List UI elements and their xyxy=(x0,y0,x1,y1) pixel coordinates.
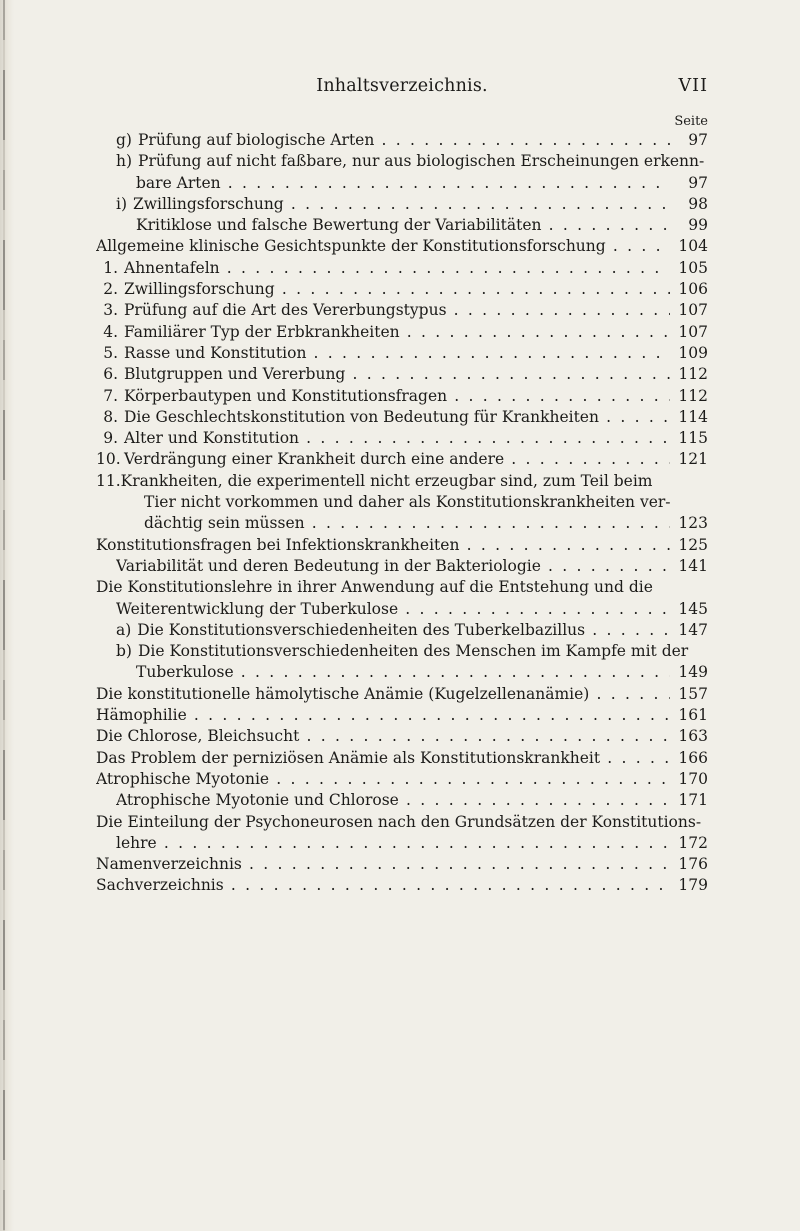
toc-entry-marker: 11. xyxy=(96,471,121,490)
toc-entry-title: Weiterentwicklung der Tuberkulose xyxy=(116,599,399,618)
toc-entry-line-last xyxy=(96,854,708,875)
toc-entry-title: Prüfung auf biologische Arten xyxy=(137,131,375,149)
toc-entry-line-last xyxy=(96,449,708,470)
toc-entry[interactable] xyxy=(96,215,708,236)
toc-entry-page: 107 xyxy=(678,322,708,341)
toc-entry-title: Tier nicht vorkommen und daher als Konstitutionskrankheiten ver- xyxy=(144,493,671,512)
toc-entry-line-last xyxy=(96,513,708,534)
toc-entry-title: Atrophische Myotonie xyxy=(96,769,270,788)
running-header xyxy=(96,76,708,102)
toc-entry-marker: 3. xyxy=(103,301,118,320)
toc-entry-line-last xyxy=(96,684,708,705)
toc-entry-title: Atrophische Myotonie und Chlorose xyxy=(116,791,399,810)
toc-entry-line-last xyxy=(96,300,708,321)
toc-entry-line-last xyxy=(96,173,708,194)
toc-entry-page: 114 xyxy=(678,407,708,426)
toc-entry[interactable] xyxy=(96,151,708,194)
toc-entry-page: 149 xyxy=(678,663,708,682)
toc-entry-page: 172 xyxy=(678,833,708,852)
toc-entry[interactable] xyxy=(96,343,708,364)
toc-entry[interactable] xyxy=(96,364,708,385)
toc-entry-page: 112 xyxy=(678,386,708,405)
toc-entry-title: Verdrängung einer Krankheit durch eine andere xyxy=(124,450,505,469)
toc-entry-line-last xyxy=(96,790,708,811)
toc-entry[interactable] xyxy=(96,875,708,896)
toc-entry-title: Zwillingsforschung xyxy=(133,194,284,213)
toc-entry-title: Zwillingsforschung xyxy=(124,280,275,299)
page-column-label: Seite xyxy=(674,114,708,129)
toc-entry-page: 147 xyxy=(678,620,708,639)
toc-entry-line-last xyxy=(96,833,708,854)
toc-entry[interactable] xyxy=(96,641,708,684)
toc-entry-page: 171 xyxy=(678,791,708,810)
toc-entry-line-last xyxy=(96,215,708,236)
toc-entry[interactable] xyxy=(96,705,708,726)
toc-entry-line-last xyxy=(96,279,708,300)
toc-entry-title: Rasse und Konstitution xyxy=(124,343,307,362)
toc-entry-line-last xyxy=(96,662,708,683)
toc-entry-title: Familiärer Typ der Erbkrankheiten xyxy=(124,322,400,341)
toc-entry-title: Tuberkulose xyxy=(136,663,234,682)
toc-entry[interactable] xyxy=(96,449,708,470)
toc-entry[interactable] xyxy=(96,194,708,215)
toc-entry-title: Blutgruppen und Vererbung xyxy=(124,365,346,384)
toc-entry[interactable] xyxy=(96,236,708,257)
toc-entry-title: Konstitutionsfragen bei Infektionskrankheiten xyxy=(96,535,460,554)
toc-entry-title: Körperbautypen und Konstitutionsfragen xyxy=(124,386,448,405)
toc-entry-page: 145 xyxy=(678,599,708,618)
toc-entry-line xyxy=(96,151,708,172)
toc-entry-page: 123 xyxy=(678,514,708,533)
toc-entry-marker: g) xyxy=(116,131,132,149)
toc-entry-title: Hämophilie xyxy=(96,706,187,725)
toc-entry-page: 106 xyxy=(678,280,708,299)
toc-entry-line-last xyxy=(96,343,708,364)
toc-entry[interactable] xyxy=(96,130,708,151)
toc-entry-title: Die Einteilung der Psychoneurosen nach den Grundsätzen der Konstitutions- xyxy=(96,812,702,831)
toc-entry-line xyxy=(96,812,708,833)
toc-entry-marker: a) xyxy=(116,620,132,639)
toc-entry[interactable] xyxy=(96,407,708,428)
toc-entry-title: Die Chlorose, Bleichsucht xyxy=(96,727,300,746)
toc-entry-marker: 5. xyxy=(103,343,118,362)
toc-entry-page: 125 xyxy=(678,535,708,554)
toc-entry-title: Allgemeine klinische Gesichtspunkte der Konstitutionsforschung xyxy=(96,237,606,256)
page-number: VII xyxy=(678,76,708,96)
toc-entry-line-last xyxy=(96,130,708,151)
toc-entry[interactable] xyxy=(96,386,708,407)
toc-entry[interactable] xyxy=(96,428,708,449)
toc-entry-title: Variabilität und deren Bedeutung in der Bakteriologie xyxy=(116,556,541,575)
toc-entry-line-last xyxy=(96,322,708,343)
toc-entry-page: 97 xyxy=(688,173,708,192)
page-title: Inhaltsverzeichnis. xyxy=(316,76,488,96)
toc-entry-line xyxy=(96,577,708,598)
toc-entry-marker: 8. xyxy=(103,407,118,426)
toc-entry-page: 157 xyxy=(678,684,708,703)
toc-entry-title: bare Arten xyxy=(136,173,221,192)
toc-entry-title: Die Geschlechtskonstitution von Bedeutung für Krankheiten xyxy=(124,407,599,426)
toc-entry-line-last xyxy=(96,769,708,790)
toc-entry-page: 161 xyxy=(678,706,708,725)
toc-entry-page: 170 xyxy=(678,769,708,788)
toc-entry-page: 99 xyxy=(688,216,708,235)
toc-entry[interactable] xyxy=(96,769,708,790)
toc-entry[interactable] xyxy=(96,620,708,641)
toc-entries xyxy=(96,130,708,897)
toc-entry-title: Die konstitutionelle hämolytische Anämie (Kugelzellenanämie) xyxy=(96,684,590,703)
toc-entry-line-last xyxy=(96,535,708,556)
toc-entry-page: 115 xyxy=(678,429,708,448)
toc-entry-line-last xyxy=(96,236,708,257)
toc-entry[interactable] xyxy=(96,258,708,279)
toc-entry-line-last xyxy=(96,726,708,747)
toc-entry-title: Sachverzeichnis xyxy=(96,876,224,895)
toc-entry-title: Alter und Konstitution xyxy=(124,429,300,448)
toc-entry[interactable] xyxy=(96,684,708,705)
toc-entry-page: 112 xyxy=(678,365,708,384)
toc-entry[interactable] xyxy=(96,790,708,811)
toc-entry-page: 176 xyxy=(678,855,708,874)
toc-entry-marker: 10. xyxy=(96,450,121,469)
toc-entry-title: Namenverzeichnis xyxy=(96,855,242,874)
toc-entry-marker: 6. xyxy=(103,365,118,384)
toc-entry-page: 105 xyxy=(678,258,708,277)
toc-entry[interactable] xyxy=(96,556,708,577)
toc-entry-line-last xyxy=(96,407,708,428)
toc-entry[interactable] xyxy=(96,535,708,556)
toc-entry-page: 121 xyxy=(678,450,708,469)
toc-entry-line-last xyxy=(96,258,708,279)
toc-entry-page: 141 xyxy=(678,556,708,575)
page-binding-edge xyxy=(0,0,14,1231)
toc-entry-line-last xyxy=(96,428,708,449)
toc-entry-title: Prüfung auf nicht faßbare, nur aus biologischen Erscheinungen erkenn- xyxy=(138,152,705,171)
toc-entry[interactable] xyxy=(96,577,708,620)
toc-entry[interactable] xyxy=(96,300,708,321)
toc-entry-page: 179 xyxy=(678,876,708,895)
toc-entry-line-last xyxy=(96,748,708,769)
toc-entry-title: Krankheiten, die experimentell nicht erzeugbar sind, zum Teil beim xyxy=(120,471,653,490)
toc-entry[interactable] xyxy=(96,854,708,875)
toc-entry-line-last xyxy=(96,386,708,407)
toc-entry-title: Kritiklose und falsche Bewertung der Variabilitäten xyxy=(136,216,542,235)
toc-entry[interactable] xyxy=(96,726,708,747)
toc-entry[interactable] xyxy=(96,748,708,769)
toc-entry-line-last xyxy=(96,599,708,620)
toc-entry-line-last xyxy=(96,705,708,726)
toc-entry-line-last xyxy=(96,875,708,896)
toc-entry-title: Ahnentafeln xyxy=(124,258,220,277)
toc-entry-line-last xyxy=(96,364,708,385)
toc-entry-page: 163 xyxy=(678,727,708,746)
toc-entry-marker: b) xyxy=(116,642,132,661)
toc-entry-page: 98 xyxy=(688,194,708,213)
toc-entry-marker: 9. xyxy=(103,429,118,448)
toc-entry-marker: h) xyxy=(116,152,133,171)
toc-entry-line xyxy=(96,641,708,662)
toc-entry-line-last xyxy=(96,620,708,641)
table-of-contents xyxy=(96,113,708,897)
toc-entry-page: 109 xyxy=(678,343,708,362)
toc-entry-marker: 1. xyxy=(103,258,118,277)
toc-entry[interactable] xyxy=(96,322,708,343)
toc-entry-marker: 2. xyxy=(103,280,118,299)
toc-entry-line-last xyxy=(96,194,708,215)
toc-entry-title: lehre xyxy=(116,833,157,852)
toc-entry-page: 107 xyxy=(678,301,708,320)
toc-entry-page: 166 xyxy=(678,748,708,767)
toc-entry-line xyxy=(96,471,708,492)
toc-entry-line xyxy=(96,492,708,513)
toc-entry-marker: i) xyxy=(116,194,128,213)
toc-entry-title: Die Konstitutionslehre in ihrer Anwendung auf die Entstehung und die xyxy=(96,578,653,597)
toc-entry[interactable] xyxy=(96,471,708,535)
toc-entry-title: Die Konstitutionsverschiedenheiten des Menschen im Kampfe mit der xyxy=(137,642,689,661)
toc-entry-page: 104 xyxy=(678,237,708,256)
toc-entry-page: 97 xyxy=(688,131,708,149)
toc-entry-marker: 4. xyxy=(103,322,118,341)
toc-entry-title: dächtig sein müssen xyxy=(144,514,305,533)
toc-entry[interactable] xyxy=(96,279,708,300)
toc-entry[interactable] xyxy=(96,812,708,855)
toc-entry-line-last xyxy=(96,556,708,577)
toc-entry-title: Die Konstitutionsverschiedenheiten des Tuberkelbazillus xyxy=(137,620,586,639)
toc-entry-title: Das Problem der perniziösen Anämie als Konstitutionskrankheit xyxy=(96,748,601,767)
toc-entry-marker: 7. xyxy=(103,386,118,405)
toc-entry-title: Prüfung auf die Art des Vererbungstypus xyxy=(124,301,447,320)
